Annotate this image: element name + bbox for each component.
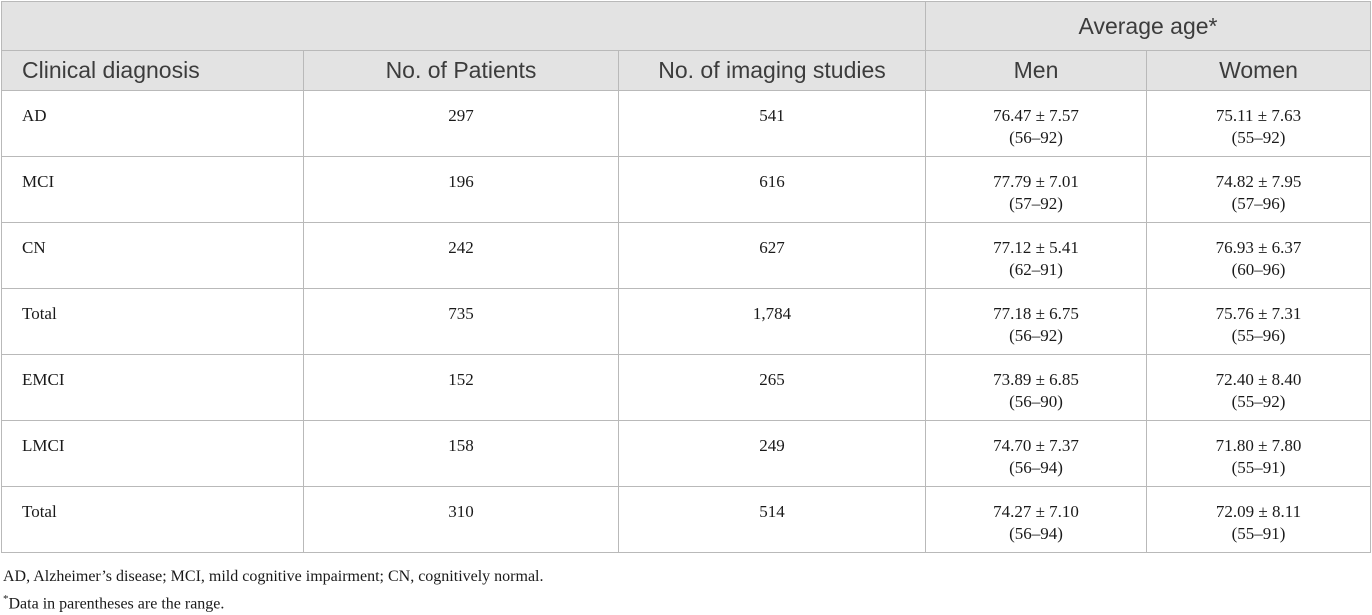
cell-women-age (1147, 355, 1371, 421)
cell-patients (304, 421, 619, 487)
patients-count: 158 (448, 436, 474, 455)
cell-patients (304, 487, 619, 553)
table-row (2, 421, 1371, 487)
diagnosis-text: LMCI (22, 436, 65, 455)
cell-studies (619, 487, 926, 553)
men-age-range: (56–94) (1009, 458, 1063, 477)
table-body (2, 91, 1371, 553)
studies-count: 627 (759, 238, 785, 257)
women-age-range: (55–91) (1231, 524, 1286, 543)
men-age-range: (62–91) (1009, 260, 1063, 279)
cell-diagnosis (2, 223, 304, 289)
men-age-range: (56–94) (1009, 524, 1063, 543)
cell-women-age (1147, 91, 1371, 157)
men-age-range: (56–92) (1009, 128, 1063, 147)
diagnosis-text: MCI (22, 172, 55, 191)
col-header-diagnosis: Clinical diagnosis (2, 51, 304, 91)
cell-men-age (926, 223, 1147, 289)
cell-men-age (926, 157, 1147, 223)
women-age-mean: 71.80 ± 7.80 (1215, 436, 1302, 455)
cell-women-age (1147, 157, 1371, 223)
women-age-mean: 74.82 ± 7.95 (1215, 172, 1302, 191)
women-age-range: (57–96) (1231, 194, 1286, 213)
patients-count: 242 (448, 238, 474, 257)
women-age-range: (55–92) (1231, 392, 1286, 411)
cell-studies (619, 421, 926, 487)
women-age-range: (55–91) (1231, 458, 1286, 477)
women-age-range: (55–92) (1231, 128, 1286, 147)
col-header-patients: No. of Patients (304, 51, 619, 91)
diagnosis-text: EMCI (22, 370, 65, 389)
men-age-range: (57–92) (1009, 194, 1063, 213)
studies-count: 249 (759, 436, 785, 455)
cell-diagnosis (2, 157, 304, 223)
patients-count: 152 (448, 370, 474, 389)
footnote-marker: * (3, 593, 9, 605)
diagnosis-text: CN (22, 238, 46, 257)
cell-patients (304, 289, 619, 355)
men-age-mean: 74.70 ± 7.37 (993, 436, 1079, 455)
men-age-mean: 76.47 ± 7.57 (993, 106, 1079, 125)
abbreviations-note: AD, Alzheimer’s disease; MCI, mild cognitive impairment; CN, cognitively normal. (3, 568, 544, 585)
header-row-columns (2, 51, 1371, 91)
studies-count: 1,784 (752, 304, 792, 323)
cell-diagnosis (2, 289, 304, 355)
cell-patients (304, 355, 619, 421)
cell-women-age (1147, 289, 1371, 355)
cell-patients (304, 91, 619, 157)
cell-women-age (1147, 421, 1371, 487)
women-age-mean: 72.09 ± 8.11 (1215, 502, 1302, 521)
men-age-range: (56–90) (1009, 392, 1063, 411)
studies-count: 541 (759, 106, 785, 125)
table-row (2, 487, 1371, 553)
diagnosis-text: Total (22, 304, 57, 323)
table-row (2, 223, 1371, 289)
men-age-mean: 74.27 ± 7.10 (993, 502, 1079, 521)
cell-men-age (926, 355, 1147, 421)
women-age-mean: 76.93 ± 6.37 (1215, 238, 1302, 257)
men-age-mean: 77.12 ± 5.41 (993, 238, 1079, 257)
men-age-mean: 73.89 ± 6.85 (993, 370, 1079, 389)
studies-count: 514 (759, 502, 785, 521)
table-row (2, 157, 1371, 223)
table-row (2, 355, 1371, 421)
women-age-mean: 75.76 ± 7.31 (1215, 304, 1302, 323)
cell-diagnosis (2, 355, 304, 421)
diagnosis-text: AD (22, 106, 47, 125)
table-footnotes (3, 565, 544, 615)
patients-count: 196 (448, 172, 474, 191)
cell-studies (619, 91, 926, 157)
cell-men-age (926, 421, 1147, 487)
cell-studies (619, 157, 926, 223)
men-age-mean: 77.18 ± 6.75 (993, 304, 1079, 323)
cell-patients (304, 157, 619, 223)
women-age-range: (60–96) (1231, 260, 1286, 279)
table-row (2, 91, 1371, 157)
demographics-table (1, 1, 1371, 553)
cell-studies (619, 223, 926, 289)
col-header-studies: No. of imaging studies (619, 51, 926, 91)
cell-diagnosis (2, 421, 304, 487)
col-header-men: Men (926, 51, 1147, 91)
patients-count: 297 (448, 106, 474, 125)
studies-count: 616 (759, 172, 785, 191)
cell-studies (619, 289, 926, 355)
cell-women-age (1147, 223, 1371, 289)
cell-men-age (926, 487, 1147, 553)
women-age-range: (55–96) (1231, 326, 1286, 345)
header-empty-cell (2, 2, 926, 51)
cell-patients (304, 223, 619, 289)
header-row-group (2, 2, 1371, 51)
studies-count: 265 (759, 370, 785, 389)
cell-men-age (926, 91, 1147, 157)
col-header-women: Women (1147, 51, 1371, 91)
cell-studies (619, 355, 926, 421)
women-age-mean: 72.40 ± 8.40 (1215, 370, 1302, 389)
cell-diagnosis (2, 487, 304, 553)
cell-men-age (926, 289, 1147, 355)
women-age-mean: 75.11 ± 7.63 (1215, 106, 1302, 125)
cell-women-age (1147, 487, 1371, 553)
range-note: Data in parentheses are the range. (8, 595, 225, 613)
diagnosis-text: Total (22, 502, 57, 521)
patients-count: 310 (448, 502, 474, 521)
men-age-mean: 77.79 ± 7.01 (993, 172, 1079, 191)
patients-count: 735 (448, 304, 474, 323)
cell-diagnosis (2, 91, 304, 157)
table-row (2, 289, 1371, 355)
men-age-range: (56–92) (1009, 326, 1063, 345)
average-age-header: Average age* (926, 2, 1371, 51)
